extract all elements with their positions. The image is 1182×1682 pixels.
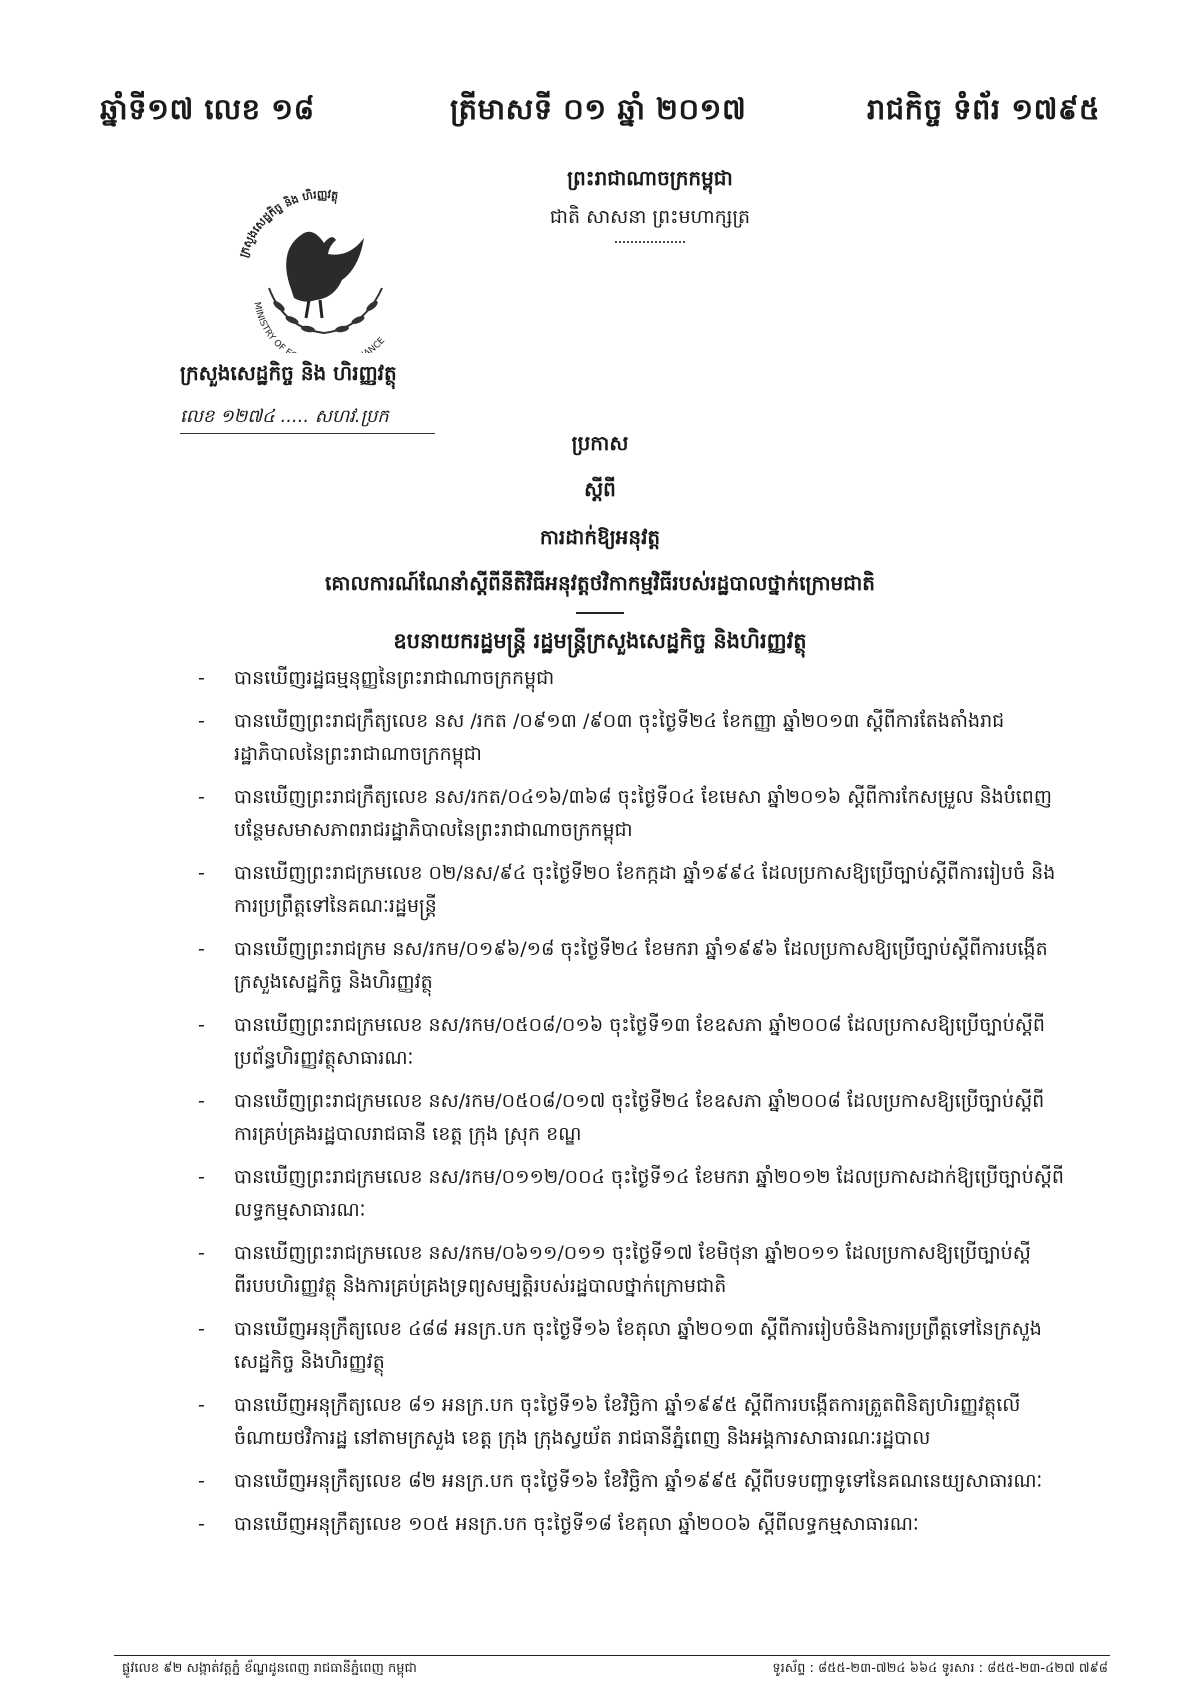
document-subject: គោលការណ៍ណែនាំស្តីពីនីតិវិធីអនុវត្តថវិកាកម្មវិធីរបស់រដ្ឋបាលថ្នាក់ក្រោមជាតិ — [325, 571, 875, 595]
svg-text:MINISTRY OF ECONOMY AND FINANC: MINISTRY OF NCE — [251, 301, 388, 353]
list-item: - បានឃើញព្រះរាជក្រមលេខ ០២/នស/៩៤ ចុះថ្ងៃទី២០ ខែកក្កដា ឆ្នាំ១៩៩៤ ដែលប្រកាសឱ្យប្រើច្បាប់ស្តីពីការរៀបចំ និងការប្រព្រឹត្តទៅនៃគណៈរដ្ឋមន្ត្រី — [196, 857, 1066, 923]
list-item: - បានឃើញព្រះរាជក្រមលេខ នស/រកម/០៦១១/០១១ ចុះថ្ងៃទី១៧ ខែមិថុនា ឆ្នាំ២០១១ ដែលប្រកាសឱ្យប្រើច្បាប់ស្តីពីរបបហិរញ្ញវត្ថុ និងការគ្រប់គ្រងទ្រព្យសម្បត្តិរបស់រដ្ឋបាលថ្នាក់ក្រោមជាតិ — [196, 1237, 1066, 1303]
ministry-name: ក្រសួងសេដ្ឋកិច្ច និង ហិរញ្ញវត្ថុ — [180, 361, 397, 385]
list-item: - បានឃើញរដ្ឋធម្មនុញ្ញនៃព្រះរាជាណាចក្រកម្ពុជា — [196, 662, 1066, 695]
issuing-authority: ឧបនាយករដ្ឋមន្ត្រី រដ្ឋមន្ត្រីក្រសួងសេដ្ឋកិច្ច និងហិរញ្ញវត្ថុ — [393, 629, 807, 653]
list-item: - បានឃើញព្រះរាជក្រឹត្យលេខ នស/រកត/០៤១៦/៣៦៨ ចុះថ្ងៃទី០៤ ខែមេសា ឆ្នាំ២០១៦ ស្តីពីការកែសម្រួល និងបំពេញបន្ថែមសមាសភាពរាជរដ្ឋាភិបាលនៃព្រះរាជាណាចក្រកម្ពុជា — [196, 781, 1066, 847]
footer-address: ផ្លូវលេខ ៩២ សង្កាត់វត្តភ្នំ ខ័ណ្ឌដូនពេញ រាជធានីភ្នំពេញ កម្ពុជា — [122, 1661, 417, 1676]
kingdom-title: ព្រះរាជាណាចក្រកម្ពុជា — [567, 166, 733, 190]
footer-divider — [114, 1655, 1110, 1656]
list-item: - បានឃើញអនុក្រឹត្យលេខ ១០៥ អនក្រ.បក ចុះថ្ងៃទី១៨ ខែតុលា ឆ្នាំ២០០៦ ស្តីពីលទ្ធកម្មសាធារណៈ — [196, 1508, 1066, 1541]
legal-references-list — [196, 662, 1066, 1551]
ministry-block — [180, 360, 580, 434]
document-type: ប្រកាស — [571, 431, 629, 455]
document-titles — [140, 430, 1060, 659]
seal-emblem-icon — [224, 188, 424, 353]
svg-text:ក្រសួងសេដ្ឋកិច្ច និង ហិរញ្ញវត្: ក្រសួងសេដ្ឋកិច្ច និង ហិរញ្ញវត្ថុ — [236, 188, 340, 260]
kingdom-divider — [615, 241, 685, 243]
list-item: - បានឃើញអនុក្រឹត្យលេខ ៨១ អនក្រ.បក ចុះថ្ងៃទី១៦ ខែវិច្ឆិកា ឆ្នាំ១៩៩៥ ស្តីពីការបង្កើតការត្រួតពិនិត្យហិរញ្ញវត្ថុលើចំណាយថវិការដ្ឋ នៅតាមក្រសួង ខេត្ត ក្រុង ក្រុងស្វយ័ត រាជធានីភ្នំពេញ និងអង្គការសាធារណៈរដ្ឋបាល — [196, 1389, 1066, 1455]
list-item: - បានឃើញព្រះរាជក្រមលេខ នស/រកម/០៥០៨/០១៦ ចុះថ្ងៃទី១៣ ខែឧសភា ឆ្នាំ២០០៨ ដែលប្រកាសឱ្យប្រើច្បាប់ស្តីពីប្រព័ន្ធហិរញ្ញវត្ថុសាធារណៈ — [196, 1009, 1066, 1075]
gazette-header — [100, 92, 1100, 142]
footer-contact: ទូរស័ព្ទ : ៨៥៥-២៣-៧២៤ ៦៦៤ ទូរសារ : ៨៥៥-២៣-៤២៧ ៧៩៨ — [772, 1661, 1108, 1676]
list-item: - បានឃើញព្រះរាជក្រមលេខ នស/រកម/០១១២/០០៤ ចុះថ្ងៃទី១៤ ខែមករា ឆ្នាំ២០១២ ដែលប្រកាសដាក់ឱ្យប្រើច្បាប់ស្តីពីលទ្ធកម្មសាធារណៈ — [196, 1161, 1066, 1227]
gazette-quarter: ត្រីមាសទី ០១ ឆ្នាំ ២០១៧ — [450, 92, 747, 126]
kingdom-heading — [510, 165, 790, 243]
list-item: - បានឃើញអនុក្រឹត្យលេខ ៨២ អនក្រ.បក ចុះថ្ងៃទី១៦ ខែវិច្ឆិកា ឆ្នាំ១៩៩៥ ស្តីពីបទបញ្ជាទូទៅនៃគណនេយ្យសាធារណៈ — [196, 1465, 1066, 1498]
ministry-reference-number: លេខ ១២៧៤ ..... សហវ.ប្រក — [180, 406, 389, 427]
kingdom-motto: ជាតិ សាសនា ព្រះមហាក្សត្រ — [549, 206, 751, 228]
concerning-label: ស្តីពី — [584, 477, 616, 501]
ministry-seal-logo — [224, 188, 424, 353]
list-item: - បានឃើញអនុក្រឹត្យលេខ ៤៨៨ អនក្រ.បក ចុះថ្ងៃទី១៦ ខែតុលា ឆ្នាំ២០១៣ ស្តីពីការរៀបចំនិងការប្រព្រឹត្តទៅនៃក្រសួងសេដ្ឋកិច្ច និងហិរញ្ញវត្ថុ — [196, 1313, 1066, 1379]
gazette-page-number: រាជកិច្ច ទំព័រ ១៧៩៥ — [866, 92, 1100, 126]
gazette-issue: ឆ្នាំទី១៧ លេខ ១៨ — [100, 92, 315, 126]
list-item: - បានឃើញព្រះរាជក្រមលេខ នស/រកម/០៥០៨/០១៧ ចុះថ្ងៃទី២៤ ខែឧសភា ឆ្នាំ២០០៨ ដែលប្រកាសឱ្យប្រើច្បាប់ស្តីពីការគ្រប់គ្រងរដ្ឋបាលរាជធានី ខេត្ត ក្រុង ស្រុក ខណ្ឌ — [196, 1085, 1066, 1151]
document-action: ការដាក់ឱ្យអនុវត្ត — [539, 525, 661, 549]
list-item: - បានឃើញព្រះរាជក្រឹត្យលេខ នស /រកត /០៩១៣ /៩០៣ ចុះថ្ងៃទី២៤ ខែកញ្ញា ឆ្នាំ២០១៣ ស្តីពីការតែងតាំងរាជរដ្ឋាភិបាលនៃព្រះរាជាណាចក្រកម្ពុជា — [196, 705, 1066, 771]
list-item: - បានឃើញព្រះរាជក្រម នស/រកម/០១៩៦/១៨ ចុះថ្ងៃទី២៤ ខែមករា ឆ្នាំ១៩៩៦ ដែលប្រកាសឱ្យប្រើច្បាប់ស្តីពីការបង្កើតក្រសួងសេដ្ឋកិច្ច និងហិរញ្ញវត្ថុ — [196, 933, 1066, 999]
title-divider — [576, 612, 624, 614]
